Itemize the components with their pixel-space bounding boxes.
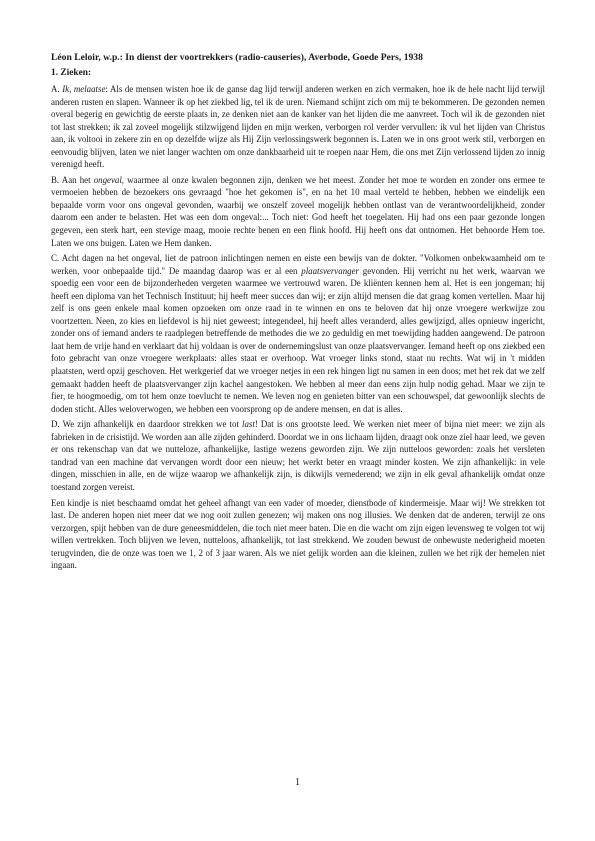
paragraph-e xyxy=(51,497,545,572)
paragraph-a xyxy=(51,83,545,171)
paragraph-prefix: C. Acht dagen na het ongeval, liet de patroon inlichtingen nemen en eiste een bewijs van de dokter. "Volkomen onbekwaamheid om te werken, voor onbepaalde tijd." De maandag daarop was er al een xyxy=(51,253,545,276)
paragraph-emphasis: last xyxy=(242,419,255,430)
paragraph-text: : Als de mensen wisten hoe ik de ganse dag lijd terwijl anderen werken en zich vermaken, hoe ik de hele nacht lijd terwijl anderen rusten en slapen. Wanneer ik op het ziekbed lig, tel ik de uren. Niemand schijnt zich om mij te bekommeren. De gezonden nemen overal begerig en gewichtig de eerste plaats in, ze denken niet aan de kanker van het lijden die me aanvreet. Toch wil ik de gezonden niet tot last strekken; ik zal zoveel mogelijk stilzwijgend lijden en mijn werken, verborgen rol verder vervullen: ik vul het lijden van Christus aan, ik voltooi in zekere zin en op dezelfde wijze als Hij Zijn verlossingswerk begonnen is. Laten we in ons groot werk stil, verborgen en eenvoudig blijven, laten we niet langer wachten om onze dankbaarheid uit te roepen naar Hem, die ons met Zijn verlossend lijden zo innig verenigd heeft. xyxy=(51,84,545,170)
paragraph-emphasis: ongeval xyxy=(93,174,122,185)
paragraph-text: Een kindje is niet beschaamd omdat het geheel afhangt van een vader of moeder, dienstbode of kindermeisje. Maar wij! We strekken tot last. De anderen hopen niet meer dat we nog ooit zullen genezen; wij maken ons nog illusies. We denken dat de anderen, terwijl ze ons verzorgen, spijt hebben van de dure geneesmiddelen, die toch niet meer baten. Die en die wacht om zijn eigen levensweg te volgen tot wij willen vertrekken. Toch blijven we leven, nutteloos, afhankelijk, tot last strekkend. We zouden bewust de onbewuste nederigheid moeten terugvinden, die de onze was toen we 1, 2 of 3 jaar waren. Als we niet gelijk worden aan die kleinen, zullen we het rijk der hemelen niet ingaan. xyxy=(51,497,545,571)
paragraph-d xyxy=(51,418,545,493)
document-page xyxy=(51,51,545,575)
paragraph-emphasis: plaatsvervanger xyxy=(301,265,359,276)
paragraph-emphasis: Ik, melaatse xyxy=(62,84,106,94)
paragraph-b xyxy=(51,174,545,249)
paragraph-text: , waarmee al onze kwalen begonnen zijn, denken we het meest. Zonder het moe te worden en zonder ons ermee te vermoeien hebben de bezoekers ons gevraagd "hoe het gekomen is", en na het 10 maal verteld te hebben, hebben we eindelijk een bepaalde vorm voor ons ongeval gevonden, waarbij we onszelf zoveel mogelijk hebben ontlast van de verantwoordelijkheid, zonder daarom een ander te belasten. Het was een dom ongeval:... Toch niet: God heeft het toegelaten. Hij had ons een paar gezonde longen gegeven, een sterk hart, een stevige maag, mooie rechte benen en een flink hoofd. Hij heeft ons dat ontnomen. Het behoorde Hem toe. Laten we ons buigen. Laten we Hem danken. xyxy=(51,174,545,248)
page-number: 1 xyxy=(295,777,300,788)
section-heading: 1. Zieken: xyxy=(51,68,92,78)
paragraph-prefix: D. We zijn afhankelijk en daardoor strekken we tot xyxy=(51,419,242,430)
paragraph-prefix: B. Aan het xyxy=(51,174,94,185)
document-title: Léon Leloir, w.p.: In dienst der voortrekkers (radio-causeries), Averbode, Goede Pers, 1938 xyxy=(51,52,423,63)
paragraph-prefix: A. xyxy=(51,84,63,94)
paragraph-text: gevonden. Hij verricht nu het werk, waarvan we spoedig een voor een de bijzonderheden vergeten waarmee we vertrouwd waren. De kliënten kennen hem al. Het is een jongeman; hij heeft een diploma van het Technisch Instituut; hij heeft meer succes dan wij; er zijn altijd mensen die dat graag komen vertellen. Maar hij zelf is ons geen enkele maal komen opzoeken om onze raad in te winnen en ons te beloven dat hij onze vroegere werkwijze zou voortzetten. Neen, zo kies en liefdevol is hij niet geweest; integendeel, hij heeft alles veranderd, alles gewijzigd, alles opnieuw ingericht, zonder ons of iemand anders te raadplegen betreffende de methodes die we zo geduldig en met toewijding hadden aangewend. De patroon laat hem de vrije hand en verklaart dat hij voldaan is over de ondernemingslust van onze plaatsvervanger. Iemand heeft op ons ziekbed een foto gebracht van onze vroegere werkplaats: alles staat er overhoop. Wat vroeger links stond, staat nu rechts. Wat wij in 't midden plaatsten, werd opzij geschoven. Het werkgerief dat we vroeger netjes in een rek hingen ligt nu samen in een doos; met het rek dat we zelf gemaakt hadden heeft de plaatsvervanger zijn kachel aangestoken. We hebben al meer dan eens zijn hulp nodig gehad. Maar we zijn te fier, te hoogmoedig, om tot hem onze toevlucht te nemen. We leven nog en genieten bitter van een schouwspel, dat gewoonlijk slechts de doden sticht. Alles weloverwogen, we hebben een voorsprong op de andere mensen, en dat is alles. xyxy=(51,265,545,414)
paragraph-text: ! Dat is ons grootste leed. We werken niet meer of bijna niet meer: we zijn als fabrieken in de crisistijd. We worden aan alle zijden gehinderd. Doordat we in ons lichaam lijden, draagt ook onze ziel haar leed, we geven er ons rekenschap van dat we nutteloze, afhankelijke, lastige wezens geworden zijn. We zijn nutteloos geworden: zoals het versleten tandrad van een machine dat vervangen wordt door een nieuw; het werkt beter en vraagt minder kosten. We zijn afhankelijk: in vele dingen, misschien in alle, en de wijze waarop we afhankelijk zijn, is dikwijls vernederend; we zijn in elk geval afhankelijk omdat onze toestand zorgen vereist. xyxy=(51,419,545,492)
paragraph-c xyxy=(51,252,545,415)
